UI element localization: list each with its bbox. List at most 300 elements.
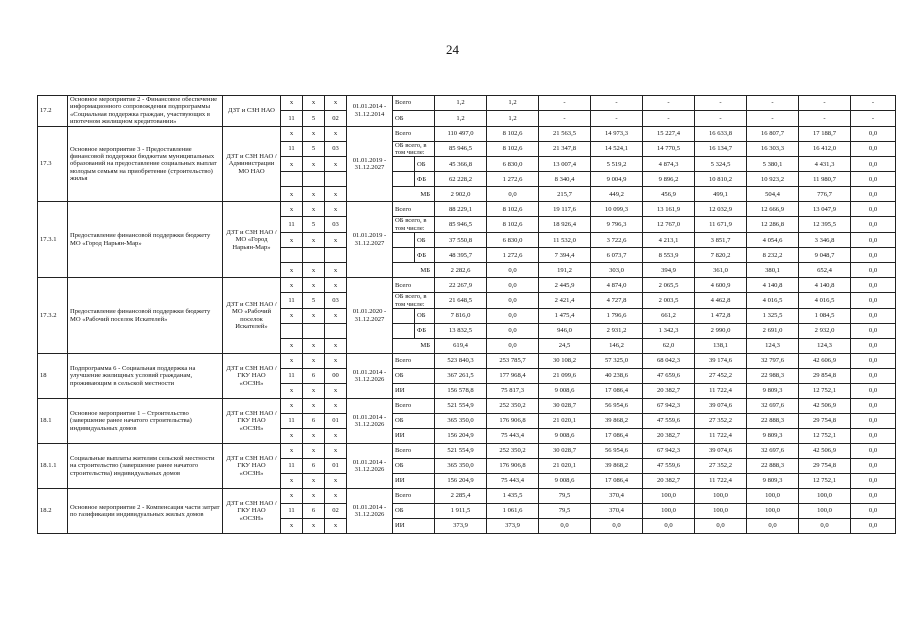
table-cell: ФБ — [415, 324, 435, 339]
table-cell: 6 830,0 — [487, 233, 539, 248]
table-cell: x — [303, 263, 325, 278]
table-row — [38, 96, 896, 111]
table-cell: x — [303, 519, 325, 534]
table-cell: x — [325, 233, 347, 248]
table-cell: 521 554,9 — [435, 444, 487, 459]
table-cell: 17 086,4 — [591, 474, 643, 489]
table-cell: 303,0 — [591, 263, 643, 278]
table-cell: 0,0 — [851, 324, 896, 339]
table-cell: 37 550,8 — [435, 233, 487, 248]
table-row — [38, 489, 896, 504]
table-cell: 176 906,8 — [487, 459, 539, 474]
table-cell: 0,0 — [851, 384, 896, 399]
table-cell: 5 — [303, 293, 325, 309]
table-cell: 8 102,6 — [487, 141, 539, 157]
table-cell: 11 — [281, 293, 303, 309]
table-cell: 13 161,9 — [643, 202, 695, 217]
table-cell: - — [695, 96, 747, 111]
table-cell: 4 140,8 — [799, 278, 851, 293]
table-cell: ДЗТ и СЗН НАО / ГКУ НАО «ОСЗН» — [223, 444, 281, 489]
table-cell: 0,0 — [851, 217, 896, 233]
table-cell: 20 382,7 — [643, 429, 695, 444]
table-cell: 11 — [281, 459, 303, 474]
table-cell: 2 003,5 — [643, 293, 695, 309]
table-cell: 6 073,7 — [591, 248, 643, 263]
table-cell: 1 475,4 — [539, 309, 591, 324]
table-cell — [281, 172, 303, 187]
table-cell: 13 832,5 — [435, 324, 487, 339]
table-cell: x — [281, 96, 303, 111]
table-cell: 0,0 — [851, 126, 896, 141]
program-finance-table — [37, 95, 896, 534]
table-cell: 22 267,9 — [435, 278, 487, 293]
table-cell: 18 — [38, 354, 68, 399]
table-cell: 100,0 — [695, 489, 747, 504]
table-cell: 1 911,5 — [435, 504, 487, 519]
table-cell: x — [325, 489, 347, 504]
table-cell: 0,0 — [851, 172, 896, 187]
table-cell: 17.2 — [38, 96, 68, 127]
table-cell: 56 954,6 — [591, 444, 643, 459]
table-cell: ИИ — [393, 384, 435, 399]
table-cell: 47 659,6 — [643, 369, 695, 384]
table-cell: 1,2 — [435, 111, 487, 126]
table-cell: x — [303, 233, 325, 248]
table-cell: 17.3 — [38, 126, 68, 202]
table-cell: x — [281, 444, 303, 459]
table-cell: 12 767,0 — [643, 217, 695, 233]
table-cell: 19 117,6 — [539, 202, 591, 217]
table-cell: 7 816,0 — [435, 309, 487, 324]
table-cell: 57 325,0 — [591, 354, 643, 369]
table-cell: 29 754,8 — [799, 414, 851, 429]
table-cell: 449,2 — [591, 187, 643, 202]
table-cell: 32 697,6 — [747, 399, 799, 414]
table-cell: 14 524,1 — [591, 141, 643, 157]
table-cell: x — [281, 429, 303, 444]
table-cell: 0,0 — [851, 293, 896, 309]
table-cell: 5 — [303, 111, 325, 126]
table-cell: 32 797,6 — [747, 354, 799, 369]
table-cell: 11 722,4 — [695, 429, 747, 444]
table-cell: 1 272,6 — [487, 172, 539, 187]
table-cell: x — [281, 157, 303, 172]
table-cell: 1 084,5 — [799, 309, 851, 324]
table-cell: x — [303, 474, 325, 489]
table-cell — [393, 172, 415, 187]
table-cell: 11 671,9 — [695, 217, 747, 233]
table-cell: ОБ — [393, 504, 435, 519]
table-cell: Основное мероприятие 2 - Финансовое обеспечение информационного сопровождения подпрограммы «Социальная поддержка граждан, участвующих в ипотечном жилищном кредитовании» — [68, 96, 223, 127]
table-cell: Всего — [393, 278, 435, 293]
table-cell: x — [325, 429, 347, 444]
table-cell: 0,0 — [851, 354, 896, 369]
table-cell: 27 352,2 — [695, 414, 747, 429]
table-cell: x — [325, 399, 347, 414]
table-cell: ОБ всего, в том числе: — [393, 141, 435, 157]
table-cell: ОБ — [393, 111, 435, 126]
table-cell: 17 188,7 — [799, 126, 851, 141]
table-cell: 01.01.2019 - 31.12.2027 — [347, 126, 393, 202]
table-cell: ОБ — [393, 369, 435, 384]
table-cell: 75 817,3 — [487, 384, 539, 399]
table-cell: x — [325, 474, 347, 489]
table-cell: 2 282,6 — [435, 263, 487, 278]
table-cell: 0,0 — [747, 519, 799, 534]
table-cell: x — [303, 444, 325, 459]
table-cell: 11 980,7 — [799, 172, 851, 187]
table-cell — [303, 172, 325, 187]
table-cell: 11 — [281, 111, 303, 126]
table-cell: 6 — [303, 504, 325, 519]
table-cell: 42 506,9 — [799, 444, 851, 459]
table-cell: 29 754,8 — [799, 459, 851, 474]
table-cell: 12 752,1 — [799, 474, 851, 489]
table-cell: Всего — [393, 354, 435, 369]
table-cell: 9 008,6 — [539, 384, 591, 399]
table-cell: x — [281, 339, 303, 354]
table-cell: 1 272,6 — [487, 248, 539, 263]
table-cell: 01.01.2020 - 31.12.2027 — [347, 278, 393, 354]
table-cell: 4 874,0 — [591, 278, 643, 293]
table-cell: - — [539, 96, 591, 111]
table-cell: 4 016,5 — [747, 293, 799, 309]
table-cell: 124,3 — [747, 339, 799, 354]
table-cell: 6 830,0 — [487, 157, 539, 172]
table-cell: 22 888,3 — [747, 459, 799, 474]
table-cell: 100,0 — [747, 489, 799, 504]
table-cell: 9 004,9 — [591, 172, 643, 187]
table-cell: 253 785,7 — [487, 354, 539, 369]
table-cell: 2 932,0 — [799, 324, 851, 339]
table-cell: x — [325, 519, 347, 534]
table-cell: 0,0 — [851, 504, 896, 519]
table-cell: 8 102,6 — [487, 217, 539, 233]
table-cell: Основное мероприятие 3 - Предоставление финансовой поддержки бюджетам муниципальных образований на предоставление социальных выплат молодым семьям на приобретение (строительство) жилья — [68, 126, 223, 202]
table-cell: - — [643, 96, 695, 111]
table-cell: 373,9 — [435, 519, 487, 534]
table-cell: 3 722,6 — [591, 233, 643, 248]
table-cell: 176 906,8 — [487, 414, 539, 429]
table-cell: x — [281, 278, 303, 293]
table-cell: 2 285,4 — [435, 489, 487, 504]
table-cell — [325, 324, 347, 339]
table-cell: 0,0 — [799, 519, 851, 534]
table-cell: ОБ — [415, 157, 435, 172]
table-cell: x — [303, 157, 325, 172]
table-cell: 100,0 — [643, 489, 695, 504]
table-cell: Всего — [393, 489, 435, 504]
table-cell: 32 697,6 — [747, 444, 799, 459]
table-cell: x — [303, 384, 325, 399]
table-cell: ОБ — [393, 414, 435, 429]
table-cell: 365 350,0 — [435, 459, 487, 474]
table-cell: 380,1 — [747, 263, 799, 278]
table-cell: 22 988,3 — [747, 369, 799, 384]
table-row — [38, 399, 896, 414]
table-cell: 2 065,5 — [643, 278, 695, 293]
table-cell: 0,0 — [487, 187, 539, 202]
table-cell: 4 016,5 — [799, 293, 851, 309]
table-cell: x — [325, 96, 347, 111]
table-cell: 30 028,7 — [539, 399, 591, 414]
table-cell: 1 796,6 — [591, 309, 643, 324]
table-cell: 367 261,5 — [435, 369, 487, 384]
table-cell: 8 553,9 — [643, 248, 695, 263]
table-cell: ДЗТ и СЗН НАО / МО «Город Нарьян-Мар» — [223, 202, 281, 278]
table-cell: МБ — [393, 187, 435, 202]
table-cell: 0,0 — [851, 489, 896, 504]
table-cell: МБ — [393, 263, 435, 278]
table-cell — [303, 324, 325, 339]
table-cell: 191,2 — [539, 263, 591, 278]
table-cell: x — [303, 278, 325, 293]
table-cell: 79,5 — [539, 504, 591, 519]
table-cell: 20 382,7 — [643, 474, 695, 489]
table-cell: 16 134,7 — [695, 141, 747, 157]
table-cell: x — [303, 354, 325, 369]
table-cell: 88 229,1 — [435, 202, 487, 217]
table-cell: 21 020,1 — [539, 459, 591, 474]
table-cell: 11 722,4 — [695, 384, 747, 399]
table-cell: Всего — [393, 202, 435, 217]
table-cell: Основное мероприятие 2 - Компенсация части затрат по газификации индивидуальных жилых домов — [68, 489, 223, 534]
table-cell: 0,0 — [851, 263, 896, 278]
table-cell: 20 382,7 — [643, 384, 695, 399]
table-cell: 02 — [325, 111, 347, 126]
table-cell: 18.1 — [38, 399, 68, 444]
table-cell: 45 366,8 — [435, 157, 487, 172]
table-cell: x — [281, 399, 303, 414]
table-cell: 67 942,3 — [643, 399, 695, 414]
table-cell: 5 519,2 — [591, 157, 643, 172]
table-cell: 62,0 — [643, 339, 695, 354]
table-cell: 27 352,2 — [695, 459, 747, 474]
table-cell: x — [303, 187, 325, 202]
table-cell: 0,0 — [695, 519, 747, 534]
table-cell — [393, 233, 415, 248]
table-cell: 523 840,3 — [435, 354, 487, 369]
table-cell: 8 232,2 — [747, 248, 799, 263]
table-cell: 21 347,8 — [539, 141, 591, 157]
table-cell: x — [325, 384, 347, 399]
table-cell: ОБ — [415, 309, 435, 324]
table-cell: - — [747, 96, 799, 111]
table-cell: x — [281, 202, 303, 217]
table-cell: x — [281, 263, 303, 278]
table-cell: 0,0 — [851, 202, 896, 217]
table-cell: 177 968,4 — [487, 369, 539, 384]
table-cell: 13 007,4 — [539, 157, 591, 172]
table-cell: x — [303, 399, 325, 414]
table-cell: 3 346,8 — [799, 233, 851, 248]
table-cell: 10 923,2 — [747, 172, 799, 187]
table-cell: x — [325, 202, 347, 217]
table-cell: 39 868,2 — [591, 414, 643, 429]
table-cell: ФБ — [415, 248, 435, 263]
table-cell: 1 325,5 — [747, 309, 799, 324]
table-cell: 75 443,4 — [487, 429, 539, 444]
table-cell: 67 942,3 — [643, 444, 695, 459]
table-cell: 17.3.2 — [38, 278, 68, 354]
table-cell: x — [281, 519, 303, 534]
table-cell: 18.1.1 — [38, 444, 68, 489]
table-cell: 00 — [325, 369, 347, 384]
table-cell: 24,5 — [539, 339, 591, 354]
table-cell: 85 946,5 — [435, 217, 487, 233]
table-cell: ДЗТ и СЗН НАО / Администрации МО НАО — [223, 126, 281, 202]
table-cell: 0,0 — [487, 324, 539, 339]
table-cell: 10 099,3 — [591, 202, 643, 217]
table-cell: 8 102,6 — [487, 202, 539, 217]
table-cell: 1,2 — [435, 96, 487, 111]
table-cell: 79,5 — [539, 489, 591, 504]
table-cell: 4 727,8 — [591, 293, 643, 309]
table-cell: x — [325, 278, 347, 293]
table-cell: 15 227,4 — [643, 126, 695, 141]
table-cell: ИИ — [393, 429, 435, 444]
table-cell: ОБ — [393, 459, 435, 474]
table-cell: x — [325, 339, 347, 354]
table-cell: 27 452,2 — [695, 369, 747, 384]
table-cell: 16 412,0 — [799, 141, 851, 157]
table-cell: 100,0 — [747, 504, 799, 519]
table-cell: 48 395,7 — [435, 248, 487, 263]
table-cell: 14 973,3 — [591, 126, 643, 141]
table-cell: 6 — [303, 414, 325, 429]
table-cell: 8 102,6 — [487, 126, 539, 141]
table-cell: 39 174,6 — [695, 354, 747, 369]
table-cell: 21 563,5 — [539, 126, 591, 141]
table-cell: 370,4 — [591, 504, 643, 519]
table-cell: 75 443,4 — [487, 474, 539, 489]
table-cell: 11 532,0 — [539, 233, 591, 248]
table-cell: - — [799, 96, 851, 111]
table-cell: 17.3.1 — [38, 202, 68, 278]
table-cell: 146,2 — [591, 339, 643, 354]
table-cell: 4 600,9 — [695, 278, 747, 293]
table-cell: - — [799, 111, 851, 126]
table-cell: 12 395,5 — [799, 217, 851, 233]
table-cell: 01.01.2019 - 31.12.2027 — [347, 202, 393, 278]
table-cell: 100,0 — [643, 504, 695, 519]
table-cell: x — [303, 202, 325, 217]
table-cell: 40 238,6 — [591, 369, 643, 384]
table-cell: 12 666,9 — [747, 202, 799, 217]
table-cell: x — [325, 444, 347, 459]
table-cell: 156 204,9 — [435, 474, 487, 489]
table-cell: 9 008,6 — [539, 429, 591, 444]
table-cell: 4 874,3 — [643, 157, 695, 172]
table-cell: 12 032,9 — [695, 202, 747, 217]
table-cell: 252 350,2 — [487, 399, 539, 414]
table-cell: x — [303, 96, 325, 111]
table-cell: 156 578,8 — [435, 384, 487, 399]
table-cell: Подпрограмма 6 - Социальная поддержка на улучшение жилищных условий гражданам, проживающим в сельской местности — [68, 354, 223, 399]
table-cell: 39 074,6 — [695, 399, 747, 414]
table-cell: 0,0 — [487, 278, 539, 293]
table-cell: 0,0 — [851, 429, 896, 444]
table-cell: - — [851, 111, 896, 126]
table-cell: - — [591, 96, 643, 111]
table-row — [38, 444, 896, 459]
table-cell: 9 809,3 — [747, 384, 799, 399]
table-cell: 13 047,9 — [799, 202, 851, 217]
table-cell: 11 — [281, 141, 303, 157]
table-cell: 0,0 — [851, 459, 896, 474]
table-cell: ИИ — [393, 519, 435, 534]
table-cell: 0,0 — [539, 519, 591, 534]
table-cell: 01.01.2014 - 31.12.2026 — [347, 489, 393, 534]
table-cell: 0,0 — [851, 278, 896, 293]
table-cell: 01.01.2014 - 31.12.2014 — [347, 96, 393, 127]
table-cell: x — [325, 126, 347, 141]
table-cell: 0,0 — [851, 444, 896, 459]
table-cell: ОБ всего, в том числе: — [393, 217, 435, 233]
table-cell: 5 — [303, 141, 325, 157]
table-cell: 0,0 — [487, 309, 539, 324]
table-cell: x — [325, 354, 347, 369]
table-cell — [303, 248, 325, 263]
table-cell: 11 — [281, 414, 303, 429]
table-cell: Всего — [393, 126, 435, 141]
table-cell: Социальные выплаты жителям сельской местности на строительство (завершение ранее начатого строительства) индивидуальных домов — [68, 444, 223, 489]
table-cell: 9 809,3 — [747, 429, 799, 444]
table-cell: 01.01.2014 - 31.12.2026 — [347, 354, 393, 399]
table-cell: ФБ — [415, 172, 435, 187]
table-cell: 29 854,8 — [799, 369, 851, 384]
table-cell: 1,2 — [487, 96, 539, 111]
table-cell: ДЗТ и СЗН НАО / МО «Рабочий поселок Искателей» — [223, 278, 281, 354]
table-cell: 661,2 — [643, 309, 695, 324]
table-cell: 156 204,9 — [435, 429, 487, 444]
table-cell: 215,7 — [539, 187, 591, 202]
table-cell: 100,0 — [799, 489, 851, 504]
table-cell: 62 228,2 — [435, 172, 487, 187]
table-cell: x — [281, 309, 303, 324]
table-cell: - — [591, 111, 643, 126]
table-cell: 652,4 — [799, 263, 851, 278]
table-cell: 12 752,1 — [799, 429, 851, 444]
table-cell: Всего — [393, 96, 435, 111]
table-cell: 6 — [303, 459, 325, 474]
table-cell: ОБ всего, в том числе: — [393, 293, 435, 309]
table-cell: 361,0 — [695, 263, 747, 278]
table-cell: 0,0 — [851, 339, 896, 354]
table-cell: 7 820,2 — [695, 248, 747, 263]
table-cell: 01 — [325, 459, 347, 474]
table-cell: 521 554,9 — [435, 399, 487, 414]
table-cell: x — [303, 126, 325, 141]
table-cell: 456,9 — [643, 187, 695, 202]
table-cell: 22 888,3 — [747, 414, 799, 429]
table-cell: 0,0 — [851, 248, 896, 263]
table-cell: 4 213,1 — [643, 233, 695, 248]
table-cell — [325, 172, 347, 187]
table-cell: 0,0 — [851, 157, 896, 172]
table-cell: 4 140,8 — [747, 278, 799, 293]
table-cell: 0,0 — [487, 293, 539, 309]
table-cell: x — [325, 157, 347, 172]
table-cell: x — [325, 263, 347, 278]
table-cell: 12 752,1 — [799, 384, 851, 399]
table-cell: x — [281, 233, 303, 248]
table-cell: 1 061,6 — [487, 504, 539, 519]
table-cell: 42 606,9 — [799, 354, 851, 369]
table-cell — [393, 309, 415, 324]
table-cell: 0,0 — [851, 414, 896, 429]
table-cell: 0,0 — [487, 263, 539, 278]
